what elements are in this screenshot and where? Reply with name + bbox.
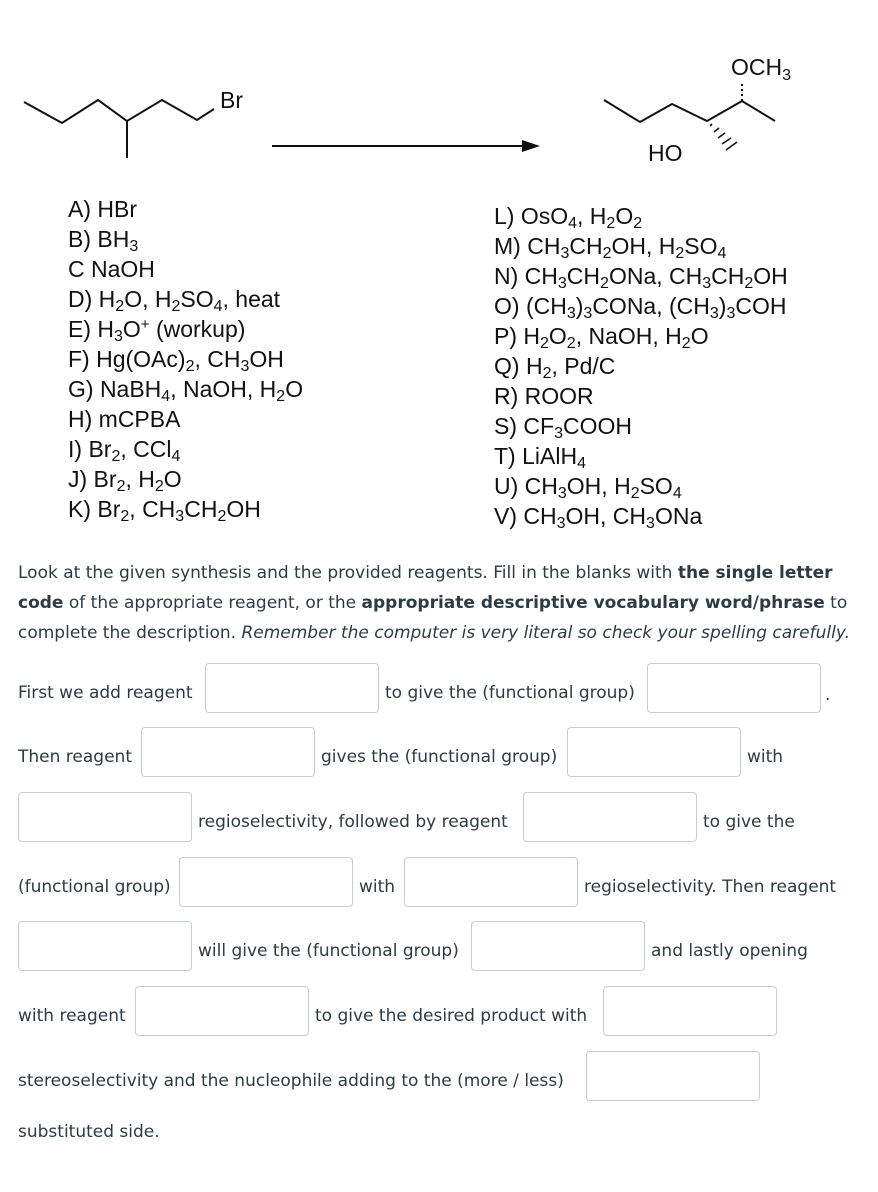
blank-8-input[interactable] bbox=[404, 857, 578, 907]
reagent-d: D) $H_2O$, $H_2SO_4$, heat bbox=[68, 286, 281, 315]
question-text-17: substituted side. bbox=[18, 1122, 160, 1142]
blank-1-input[interactable] bbox=[205, 663, 379, 713]
reagent-s: S) $CF_3COOH$ bbox=[494, 413, 632, 442]
instructions-bold-1: the single letter code bbox=[18, 563, 833, 613]
question-text-15: to give the desired product with bbox=[315, 1006, 588, 1026]
instructions-text-2: of the appropriate reagent, or the bbox=[63, 593, 362, 613]
reagent-u: U) $CH_3OH$, $H_2SO_4$ bbox=[494, 473, 682, 502]
blank-7-input[interactable] bbox=[179, 857, 353, 907]
question-text-4: Then reagent bbox=[18, 747, 132, 767]
instructions bbox=[18, 558, 858, 648]
reagent-n: N) $CH_3CH_2ONa$, $CH_3CH_2OH$ bbox=[494, 263, 788, 292]
blank-12-input[interactable] bbox=[603, 986, 777, 1036]
instructions-bold-2: appropriate descriptive vocabulary word/phrase bbox=[361, 593, 825, 613]
instructions-italic: Remember the computer is very literal so check your spelling carefully. bbox=[241, 623, 850, 643]
question-text-1: First we add reagent bbox=[18, 683, 193, 703]
methoxy-label: $OCH_3$ bbox=[731, 54, 792, 84]
reagent-f: F) $Hg(OAc)_2$, $CH_3OH$ bbox=[68, 346, 284, 375]
question-text-13: and lastly opening bbox=[651, 941, 808, 961]
question-text-12: will give the (functional group) bbox=[198, 941, 459, 961]
reagent-b: B) $BH_3$ bbox=[68, 226, 139, 255]
reagent-m: M) $CH_3CH_2OH$, $H_2SO_4$ bbox=[494, 233, 727, 262]
reagent-a: A) HBr bbox=[68, 196, 137, 222]
reagent-o: O) $(CH_3)_3CONa$, $(CH_3)_3COH$ bbox=[494, 293, 787, 322]
blank-10-input[interactable] bbox=[471, 921, 645, 971]
blank-6-input[interactable] bbox=[523, 792, 697, 842]
reagent-p: P) $H_2O_2$, NaOH, $H_2O$ bbox=[494, 323, 709, 352]
blank-13-input[interactable] bbox=[586, 1051, 760, 1101]
question-text-7: regioselectivity, followed by reagent bbox=[198, 812, 508, 832]
question-text-10: with bbox=[359, 877, 396, 897]
instructions-text-3: to complete the description. bbox=[18, 593, 848, 643]
reagent-g: G) NaBH$_4$, NaOH, $H_2O$ bbox=[68, 376, 304, 405]
question-text-3: . bbox=[825, 685, 831, 705]
instructions-text-1: Look at the given synthesis and the provided reagents. Fill in the blanks with bbox=[18, 563, 678, 583]
blank-2-input[interactable] bbox=[647, 663, 821, 713]
blank-9-input[interactable] bbox=[18, 921, 192, 971]
blank-3-input[interactable] bbox=[141, 727, 315, 777]
reagent-k: K) $Br_2$, $CH_3CH_2OH$ bbox=[68, 496, 261, 525]
reagent-h: H) mCPBA bbox=[68, 406, 181, 432]
question-text-8: to give the bbox=[703, 812, 795, 832]
question-text-11: regioselectivity. Then reagent bbox=[584, 877, 837, 897]
blank-11-input[interactable] bbox=[135, 986, 309, 1036]
scheme-drawing bbox=[0, 0, 878, 200]
blank-4-input[interactable] bbox=[567, 727, 741, 777]
reagent-j: J) $Br_2$, $H_2O$ bbox=[68, 466, 182, 495]
blank-5-input[interactable] bbox=[18, 792, 192, 842]
question-text-16: stereoselectivity and the nucleophile adding to the (more / less) bbox=[18, 1071, 564, 1091]
reagent-t: T) LiAlH$_4$ bbox=[494, 443, 586, 472]
hydroxy-label: HO bbox=[648, 140, 683, 166]
question-text-2: to give the (functional group) bbox=[385, 683, 635, 703]
question-text-14: with reagent bbox=[18, 1006, 126, 1026]
reagent-e: E) $H_3O^+$ (workup) bbox=[68, 316, 246, 345]
question-text-9: (functional group) bbox=[18, 877, 171, 897]
product-hashed-wedge bbox=[710, 124, 737, 150]
product-skeleton bbox=[604, 100, 775, 122]
reagent-r: R) ROOR bbox=[494, 383, 594, 409]
reagent-v: V) $CH_3OH$, $CH_3ONa$ bbox=[494, 503, 703, 532]
reagent-list-right bbox=[494, 201, 788, 531]
reaction-arrow-head bbox=[522, 140, 540, 152]
question-text-6: with bbox=[747, 747, 784, 767]
reagent-l: L) OsO$_4$, $H_2O_2$ bbox=[494, 203, 643, 232]
reagent-list-left bbox=[68, 194, 303, 524]
reagent-i: I) $Br_2$, CCl$_4$ bbox=[68, 436, 181, 465]
question-text-5: gives the (functional group) bbox=[321, 747, 558, 767]
reagent-q: Q) $H_2$, Pd/C bbox=[494, 353, 616, 382]
reagent-c: C NaOH bbox=[68, 256, 155, 282]
starting-material-skeleton bbox=[24, 100, 214, 123]
bromine-label: Br bbox=[220, 87, 243, 113]
